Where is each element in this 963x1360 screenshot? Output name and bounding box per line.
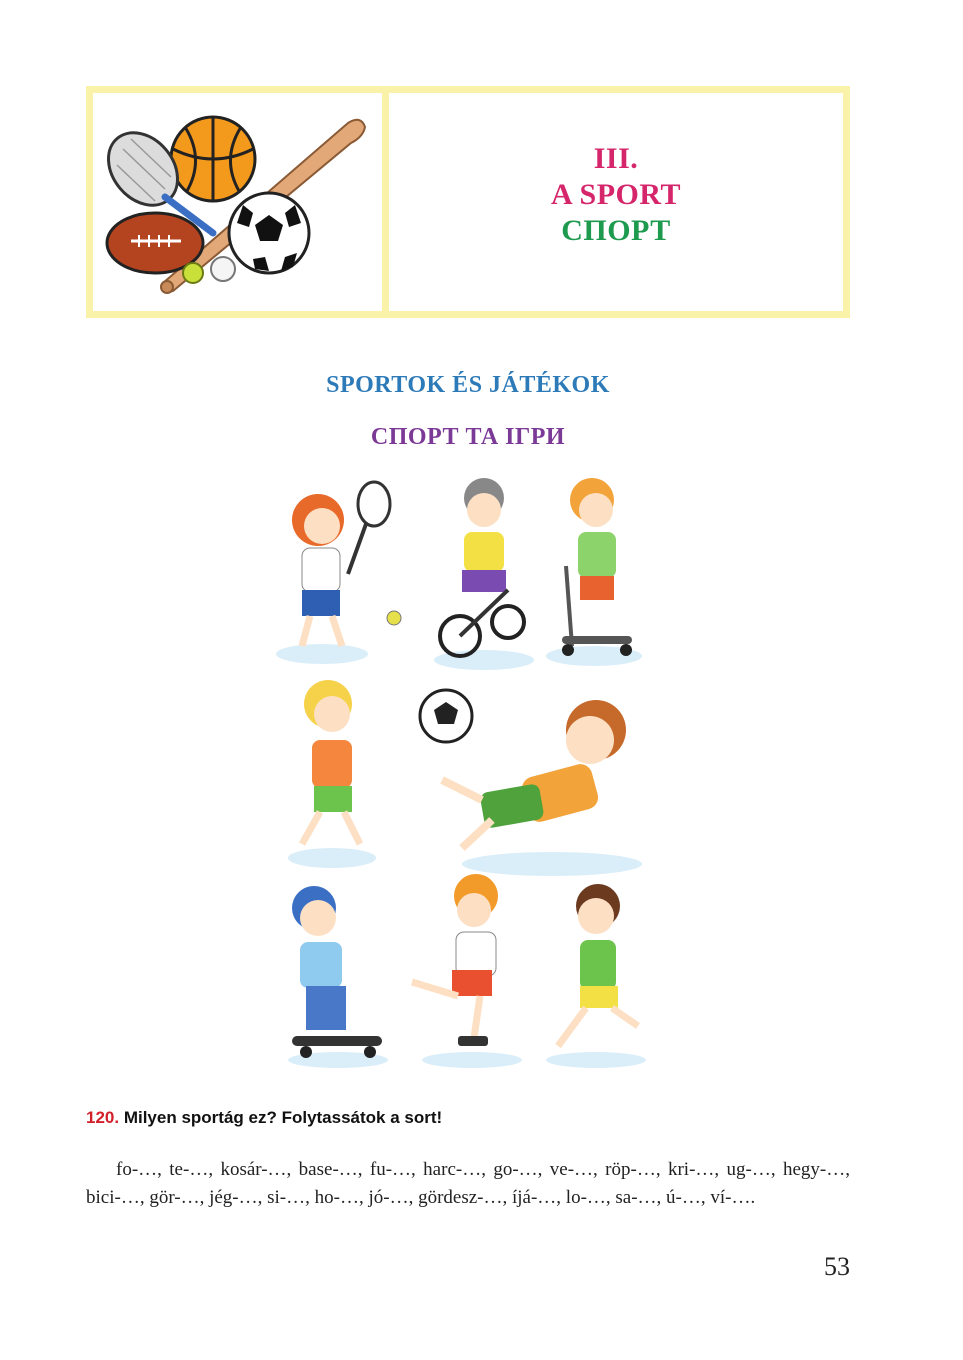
chapter-title-ukrainian: СПОРТ (561, 214, 671, 247)
roller-skater-figure (412, 874, 522, 1068)
tennis-ball-icon (183, 263, 203, 283)
chapter-number: III. (593, 142, 639, 175)
scooter-rider-figure (546, 478, 642, 666)
soccer-ball-icon (229, 193, 309, 273)
baseball-icon (211, 257, 235, 281)
chapter-title-hungarian: A SPORT (551, 178, 681, 211)
running-girl-figure (546, 884, 646, 1068)
page-number: 53 (824, 1252, 850, 1281)
section-title-hungarian: SPORTOK ÉS JÁTÉKOK (326, 372, 610, 398)
sports-balls-icon (93, 93, 382, 311)
children-sports-illustration (262, 470, 682, 1070)
exercise-word-list: fo-…, te-…, kosár-…, base-…, fu-…, harc-…, go-…, ve-…, röp-…, kri-…, ug-…, hegy-…, bici-…, gör-…, jég-…, si-…, ho-…, jó-…, gördesz-…, íjá-…, lo-…, sa-…, ú-…, ví-…. (86, 1159, 850, 1208)
walking-girl-figure (288, 680, 376, 868)
cyclist-figure (434, 478, 534, 670)
chapter-titles (389, 93, 843, 311)
basketball-icon (171, 117, 255, 201)
sports-equipment-illustration (93, 93, 389, 311)
tennis-player-figure (276, 482, 401, 664)
exercise-number: 120. (86, 1108, 120, 1127)
exercise-heading (86, 1108, 442, 1128)
skateboarder-figure (288, 886, 388, 1068)
section-title-ukrainian: СПОРТ ТА ІГРИ (370, 424, 566, 450)
chapter-header-box (86, 86, 850, 318)
soccer-player-figure (420, 690, 642, 876)
exercise-instruction: Milyen sportág ez? Folytassátok a sort! (123, 1108, 443, 1127)
